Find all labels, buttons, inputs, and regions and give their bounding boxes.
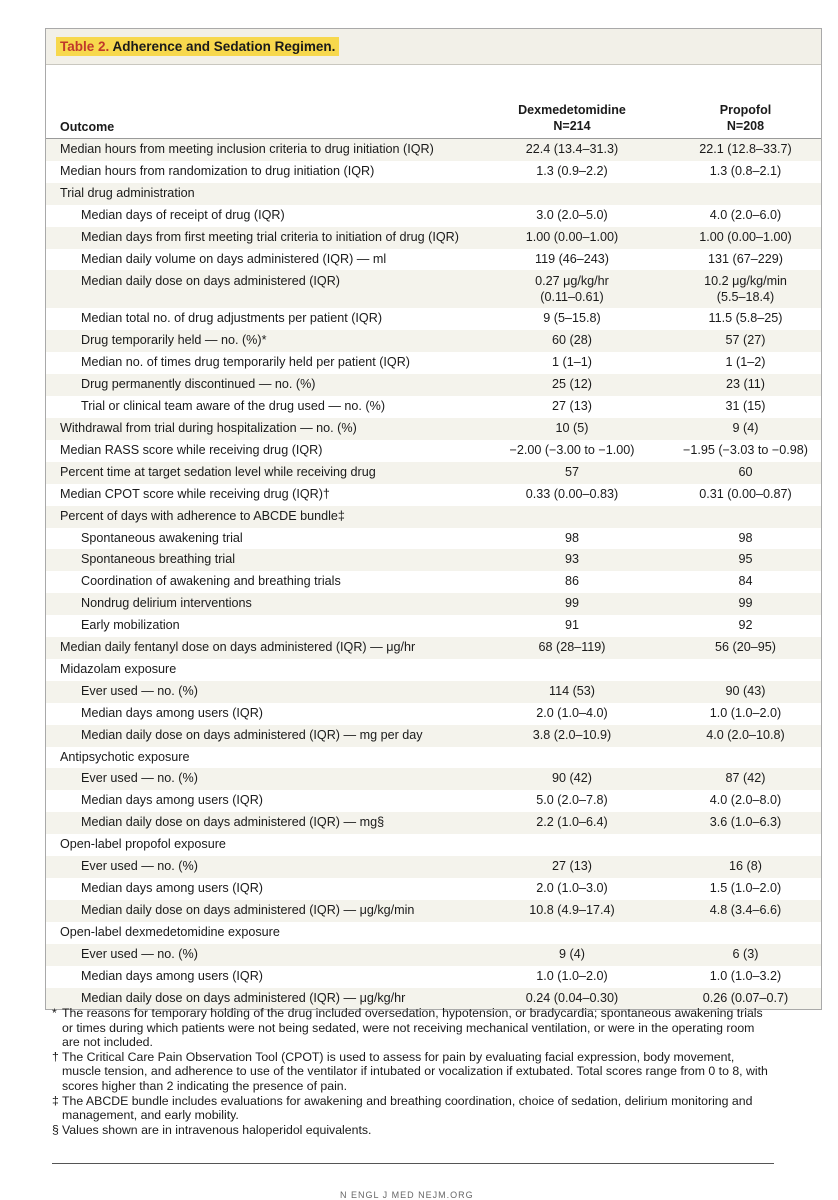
footer-rule: [52, 1163, 774, 1164]
dex-value: 3.0 (2.0–5.0): [536, 207, 608, 222]
row-label: Median days among users (IQR): [81, 881, 263, 895]
prop-value: 9 (4): [732, 420, 759, 435]
prop-value: [670, 183, 821, 205]
row-label: Early mobilization: [81, 618, 180, 633]
dex-value: 119 (46–243): [535, 251, 609, 266]
footnote-symbol: *: [52, 1006, 57, 1020]
table-row: [46, 856, 821, 878]
table-number: Table 2.: [60, 39, 110, 54]
footnote: [52, 1123, 772, 1138]
footnote-text: The reasons for temporary holding of the drug included oversedation, hypotension, or bradycardia; spontaneous awakening trials or times during which patients were not being sedated, were not receiving mechanical ventilation, or were in the operating room are not included.: [62, 1006, 763, 1050]
row-label: Nondrug delirium interventions: [81, 596, 252, 611]
table-row: [46, 637, 821, 659]
prop-value: 0.31 (0.00–0.87): [699, 486, 792, 501]
row-label: Open-label propofol exposure: [60, 837, 226, 852]
table-row: [46, 308, 821, 330]
prop-value: 87 (42): [725, 771, 766, 786]
row-label: Median days among users (IQR): [81, 968, 263, 983]
row-label: Ever used — no. (%): [81, 683, 198, 698]
table-row: [46, 834, 821, 856]
table-row: [46, 374, 821, 396]
prop-value: 11.5 (5.8–25): [708, 311, 783, 326]
header-outcome: Outcome: [60, 120, 115, 134]
dex-value: −2.00 (−3.00 to −1.00): [509, 442, 635, 457]
dex-value: 86: [564, 574, 579, 589]
table-row: [46, 900, 821, 922]
prop-value: [670, 747, 821, 769]
prop-value: [670, 506, 821, 528]
dex-value: 68 (28–119): [538, 640, 606, 655]
prop-value: 95: [738, 552, 753, 567]
dex-value: 2.0 (1.0–3.0): [536, 881, 608, 895]
dex-value: 0.33 (0.00–0.83): [525, 486, 619, 501]
dex-value: 1.00 (0.00–1.00): [525, 229, 619, 244]
row-label: Median daily dose on days administered (IQR) — μg/kg/hr: [81, 990, 406, 1005]
prop-value: 131 (67–229): [708, 251, 783, 266]
footnote-text: Values shown are in intravenous haloperidol equivalents.: [62, 1122, 372, 1137]
table-row: [46, 330, 821, 352]
table-row: [46, 703, 821, 725]
prop-value: −1.95 (−3.03 to −0.98): [683, 442, 808, 457]
row-label: Spontaneous awakening trial: [81, 530, 243, 545]
dex-value-line2: (0.11–0.61): [540, 290, 604, 305]
dex-value: [474, 747, 670, 769]
table-row: [46, 768, 821, 790]
dex-value: 98: [564, 530, 579, 545]
prop-value-line1: 10.2 μg/kg/min: [704, 274, 787, 289]
dex-value: 27 (13): [552, 859, 592, 874]
dex-value: 93: [564, 552, 579, 567]
dex-value: 99: [564, 596, 579, 611]
prop-value: 4.8 (3.4–6.6): [709, 902, 782, 917]
row-label: Median days among users (IQR): [81, 793, 263, 808]
dex-value: 1.0 (1.0–2.0): [536, 968, 608, 983]
prop-value: 98: [738, 530, 753, 545]
dex-value: [474, 659, 670, 681]
table-row: [46, 270, 821, 308]
table-row: [46, 205, 821, 227]
dex-value: [474, 922, 670, 944]
table-row: [46, 747, 821, 769]
prop-value: [670, 659, 821, 681]
table-row: [46, 659, 821, 681]
table-row: [46, 944, 821, 966]
table-row: [46, 396, 821, 418]
prop-value: 1.0 (1.0–2.0): [709, 705, 782, 720]
table-row: [46, 528, 821, 550]
table-title: [56, 37, 339, 56]
table-row: [46, 352, 821, 374]
table-row: [46, 506, 821, 528]
prop-value: 0.26 (0.07–0.7): [702, 990, 789, 1005]
table-header: [46, 65, 821, 139]
prop-value: 57 (27): [725, 333, 766, 348]
dex-value: 22.4 (13.4–31.3): [525, 142, 619, 156]
row-label: Median total no. of drug adjustments per patient (IQR): [81, 311, 383, 326]
row-label: Median RASS score while receiving drug (IQR): [60, 442, 323, 457]
dex-value: 1.3 (0.9–2.2): [536, 163, 608, 178]
row-label: Median daily dose on days administered (IQR) — mg per day: [81, 727, 423, 742]
prop-value: 4.0 (2.0–6.0): [709, 207, 782, 222]
row-label: Median no. of times drug temporarily held per patient (IQR): [81, 355, 410, 370]
prop-value: [670, 834, 821, 856]
header-propofol: [670, 102, 821, 134]
table-row: [46, 249, 821, 271]
table-row: [46, 462, 821, 484]
prop-value: 56 (20–95): [715, 640, 776, 655]
footnote-symbol: §: [52, 1122, 59, 1137]
dex-value-line1: 0.27 μg/kg/hr: [535, 274, 609, 289]
dex-value: 10 (5): [555, 420, 589, 435]
table-row: [46, 615, 821, 637]
table-row: [46, 725, 821, 747]
footnote-symbol: ‡: [52, 1093, 59, 1108]
dex-value: 1 (1–1): [552, 355, 592, 370]
row-label: Median hours from meeting inclusion criteria to drug initiation (IQR): [60, 142, 434, 156]
row-label: Median daily dose on days administered (IQR): [81, 274, 340, 289]
row-label: Spontaneous breathing trial: [81, 552, 236, 567]
dex-value: [474, 506, 670, 528]
row-label: Median daily fentanyl dose on days administered (IQR) — μg/hr: [60, 640, 416, 655]
row-label: Median days from first meeting trial criteria to initiation of drug (IQR): [81, 229, 459, 244]
prop-value: 99: [738, 596, 753, 611]
dex-value: [474, 270, 670, 308]
header-dex-name: Dexmedetomidine: [518, 103, 626, 117]
table-row: [46, 549, 821, 571]
footnotes: [52, 1006, 772, 1137]
row-label: Midazolam exposure: [60, 661, 177, 676]
header-dex-n: N=214: [553, 119, 591, 133]
dex-value: 57: [564, 464, 579, 479]
dex-value: 5.0 (2.0–7.8): [536, 793, 608, 808]
dex-value: 2.0 (1.0–4.0): [536, 705, 608, 720]
table-row: [46, 812, 821, 834]
dex-value: 2.2 (1.0–6.4): [536, 815, 608, 830]
footnote: [52, 1050, 772, 1094]
footnote: [52, 1094, 772, 1123]
row-label: Drug permanently discontinued — no. (%): [81, 377, 316, 392]
prop-value: 31 (15): [725, 399, 766, 414]
prop-value: 4.0 (2.0–10.8): [706, 727, 785, 742]
prop-value: 1.5 (1.0–2.0): [709, 881, 782, 895]
table-row: [46, 418, 821, 440]
row-label: Withdrawal from trial during hospitalization — no. (%): [60, 420, 357, 435]
row-label: Median daily volume on days administered (IQR) — ml: [81, 251, 387, 266]
table-row: [46, 183, 821, 205]
prop-value: 1.00 (0.00–1.00): [699, 229, 792, 244]
dex-value: 25 (12): [552, 377, 592, 392]
footnote-symbol: †: [52, 1049, 59, 1064]
dex-value: 27 (13): [552, 399, 592, 414]
prop-value: 3.6 (1.0–6.3): [709, 815, 782, 830]
table-row: [46, 966, 821, 988]
table-row: [46, 593, 821, 615]
results-table: [45, 28, 822, 1010]
row-label: Median days of receipt of drug (IQR): [81, 207, 285, 222]
prop-value: 84: [738, 574, 753, 589]
prop-value: 1 (1–2): [725, 355, 766, 370]
prop-value: [670, 270, 821, 308]
table-row: [46, 484, 821, 506]
prop-value: 1.0 (1.0–3.2): [709, 968, 782, 983]
dex-value: 9 (5–15.8): [543, 311, 601, 326]
prop-value: 92: [738, 618, 753, 633]
dex-value: 90 (42): [552, 771, 592, 786]
table-row: [46, 878, 821, 900]
dex-value: 9 (4): [559, 946, 585, 961]
table-row: [46, 161, 821, 183]
row-label: Coordination of awakening and breathing trials: [81, 574, 341, 589]
row-label: Median daily dose on days administered (IQR) — μg/kg/min: [81, 902, 415, 917]
prop-value: 22.1 (12.8–33.7): [699, 142, 792, 156]
row-label: Median days among users (IQR): [81, 705, 263, 720]
row-label: Trial drug administration: [60, 185, 195, 200]
prop-value-line2: (5.5–18.4): [716, 290, 775, 305]
dex-value: 114 (53): [549, 683, 595, 698]
row-label: Open-label dexmedetomidine exposure: [60, 924, 280, 939]
header-dexmedetomidine: [474, 102, 670, 134]
prop-value: 16 (8): [729, 859, 762, 874]
row-label: Median hours from randomization to drug initiation (IQR): [60, 163, 375, 178]
row-label: Percent time at target sedation level while receiving drug: [60, 464, 376, 479]
dex-value: 60 (28): [552, 333, 592, 348]
row-label: Drug temporarily held — no. (%)*: [81, 333, 267, 348]
table-row: [46, 227, 821, 249]
row-label: Antipsychotic exposure: [60, 749, 190, 764]
header-prop-name: Propofol: [719, 103, 772, 117]
table-row: [46, 922, 821, 944]
prop-value: 23 (11): [726, 377, 765, 392]
journal-footer: N ENGL J MED NEJM.ORG: [340, 1190, 474, 1200]
row-label: Median daily dose on days administered (IQR) — mg§: [81, 815, 385, 830]
prop-value: 60: [738, 464, 753, 479]
table-row: [46, 790, 821, 812]
footnote-text: The Critical Care Pain Observation Tool (CPOT) is used to assess for pain by evaluating facial expression, body movement, muscle tension, and adherence to use of the ventilator if intubated or vocalization if extubated. Total scores range from 0 to 8, with scores higher than 2 indicating the presence of pain.: [62, 1049, 768, 1093]
row-label: Ever used — no. (%): [81, 946, 198, 961]
row-label: Percent of days with adherence to ABCDE bundle‡: [60, 508, 345, 523]
table-row: [46, 681, 821, 703]
dex-value: [474, 834, 670, 856]
footnote-text: The ABCDE bundle includes evaluations for awakening and breathing coordination, choice of sedation, delirium monitoring and management, and early mobility.: [62, 1093, 753, 1123]
table-title-text: Adherence and Sedation Regimen.: [112, 39, 336, 54]
prop-value: 1.3 (0.8–2.1): [709, 163, 782, 178]
table-row: [46, 139, 821, 161]
table-row: [46, 571, 821, 593]
dex-value: 0.24 (0.04–0.30): [525, 990, 619, 1005]
row-label: Trial or clinical team aware of the drug used — no. (%): [81, 399, 386, 414]
dex-value: 3.8 (2.0–10.9): [532, 727, 612, 742]
header-prop-n: N=208: [726, 119, 765, 133]
dex-value: [474, 183, 670, 205]
row-label: Ever used — no. (%): [81, 859, 198, 874]
table-title-bar: [46, 29, 821, 65]
prop-value: [670, 922, 821, 944]
row-label: Median CPOT score while receiving drug (IQR)†: [60, 486, 330, 501]
prop-value: 4.0 (2.0–8.0): [709, 793, 782, 808]
dex-value: 10.8 (4.9–17.4): [529, 902, 615, 917]
prop-value: 90 (43): [725, 683, 766, 698]
footnote: [52, 1006, 772, 1050]
table-row: [46, 440, 821, 462]
row-label: Ever used — no. (%): [81, 771, 198, 786]
prop-value: 6 (3): [732, 946, 759, 961]
table-body: [46, 139, 821, 1009]
dex-value: 91: [564, 618, 579, 633]
